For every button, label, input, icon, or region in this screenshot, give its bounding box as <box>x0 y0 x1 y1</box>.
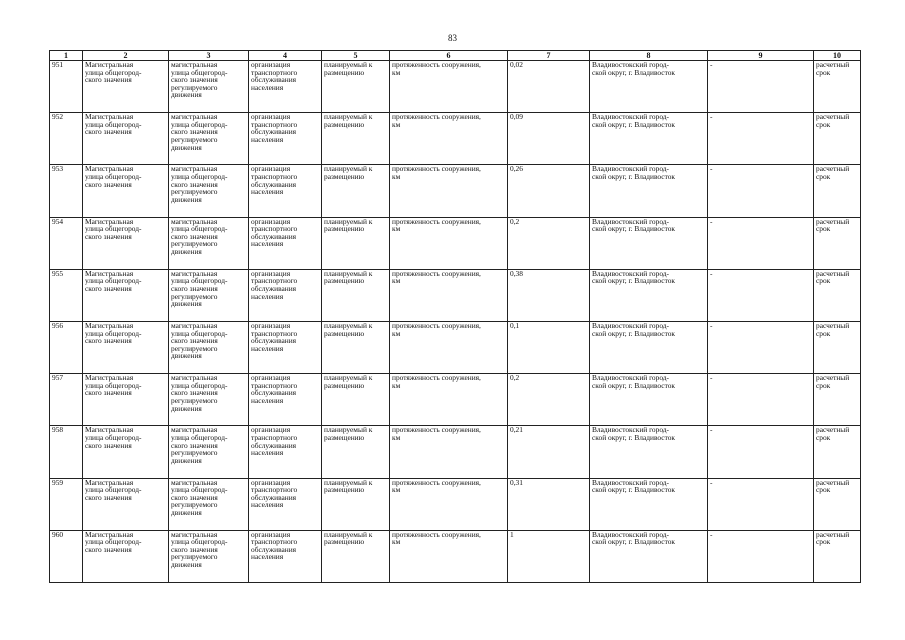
table-row <box>50 426 861 478</box>
location-text: Владивостокский город- ской округ, г. Владивосток <box>592 217 675 234</box>
cell-value <box>508 530 590 582</box>
location-text: Владивостокский город- ской округ, г. Владивосток <box>592 425 675 442</box>
term-text: расчетный срок <box>816 321 850 338</box>
cell-zone <box>708 217 814 269</box>
column-header-7: 7 <box>508 51 590 61</box>
cell-object-type <box>83 217 169 269</box>
cell-zone <box>708 61 814 113</box>
row-number-text: 952 <box>52 112 64 122</box>
status-text: планируемый к размещению <box>324 425 373 442</box>
cell-zone <box>708 426 814 478</box>
cell-location <box>590 165 708 217</box>
cell-zone <box>708 530 814 582</box>
object-name-text: магистральная улица общегород- ского значения регулируемого движения <box>171 425 228 465</box>
cell-purpose <box>249 478 322 530</box>
object-name-text: магистральная улица общегород- ского значения регулируемого движения <box>171 217 228 256</box>
value-text: 0,09 <box>510 112 523 122</box>
characteristic-text: протяженность сооружения, км <box>392 217 481 234</box>
characteristic-text: протяженность сооружения, км <box>392 530 481 547</box>
cell-purpose <box>249 269 322 321</box>
purpose-text: организация транспортного обслуживания населения <box>251 321 298 353</box>
row-number-text: 956 <box>52 321 64 330</box>
object-type-text: Магистральная улица общегород- ского значения <box>85 217 142 241</box>
characteristic-text: протяженность сооружения, км <box>392 478 481 495</box>
object-name-text: магистральная улица общегород- ского значения регулируемого движения <box>171 530 228 570</box>
cell-zone <box>708 374 814 426</box>
column-header-2: 2 <box>83 51 169 61</box>
purpose-text: организация транспортного обслуживания населения <box>251 217 298 249</box>
object-type-text: Магистральная улица общегород- ского значения <box>85 60 142 85</box>
cell-characteristic <box>390 61 508 113</box>
zone-text: - <box>710 321 713 330</box>
table-row <box>50 530 861 582</box>
cell-row-number <box>50 113 83 165</box>
cell-object-type <box>83 321 169 373</box>
cell-value <box>508 269 590 321</box>
status-text: планируемый к размещению <box>324 478 373 495</box>
cell-object-type <box>83 478 169 530</box>
zone-text: - <box>710 164 713 174</box>
object-type-text: Магистральная улица общегород- ского значения <box>85 425 142 450</box>
cell-status <box>322 217 390 269</box>
cell-term <box>814 321 861 373</box>
cell-term <box>814 478 861 530</box>
cell-purpose <box>249 217 322 269</box>
status-text: планируемый к размещению <box>324 60 373 77</box>
purpose-text: организация транспортного обслуживания населения <box>251 164 298 197</box>
table-row <box>50 61 861 113</box>
term-text: расчетный срок <box>816 373 850 390</box>
cell-zone <box>708 478 814 530</box>
value-text: 0,1 <box>510 321 520 330</box>
row-number-text: 954 <box>52 217 64 226</box>
cell-location <box>590 269 708 321</box>
table-row <box>50 374 861 426</box>
column-header-5: 5 <box>322 51 390 61</box>
cell-purpose <box>249 374 322 426</box>
cell-purpose <box>249 321 322 373</box>
term-text: расчетный срок <box>816 112 850 129</box>
cell-object-name <box>169 426 249 478</box>
status-text: планируемый к размещению <box>324 321 373 338</box>
object-type-text: Магистральная улица общегород- ского значения <box>85 530 142 554</box>
cell-location <box>590 530 708 582</box>
row-number-text: 958 <box>52 425 64 435</box>
cell-value <box>508 165 590 217</box>
cell-location <box>590 113 708 165</box>
cell-row-number <box>50 217 83 269</box>
table-row <box>50 321 861 373</box>
cell-status <box>322 165 390 217</box>
row-number-text: 960 <box>52 530 64 539</box>
cell-row-number <box>50 165 83 217</box>
header-row <box>50 51 861 61</box>
purpose-text: организация транспортного обслуживания населения <box>251 425 298 458</box>
object-name-text: магистральная улица общегород- ского значения регулируемого движения <box>171 321 228 361</box>
purpose-text: организация транспортного обслуживания населения <box>251 530 298 562</box>
object-type-text: Магистральная улица общегород- ского значения <box>85 373 142 398</box>
purpose-text: организация транспортного обслуживания населения <box>251 112 298 144</box>
cell-term <box>814 269 861 321</box>
location-text: Владивостокский город- ской округ, г. Владивосток <box>592 530 675 547</box>
location-text: Владивостокский город- ской округ, г. Владивосток <box>592 269 675 286</box>
cell-value <box>508 374 590 426</box>
column-header-6: 6 <box>390 51 508 61</box>
location-text: Владивостокский город- ской округ, г. Владивосток <box>592 164 675 181</box>
cell-status <box>322 374 390 426</box>
term-text: расчетный срок <box>816 217 850 234</box>
zone-text: - <box>710 217 713 226</box>
table-row <box>50 113 861 165</box>
value-text: 0,38 <box>510 269 523 278</box>
cell-term <box>814 217 861 269</box>
cell-characteristic <box>390 478 508 530</box>
cell-location <box>590 374 708 426</box>
status-text: планируемый к размещению <box>324 164 373 181</box>
object-type-text: Магистральная улица общегород- ского значения <box>85 321 142 346</box>
characteristic-text: протяженность сооружения, км <box>392 112 481 129</box>
cell-object-name <box>169 113 249 165</box>
location-text: Владивостокский город- ской округ, г. Владивосток <box>592 373 675 390</box>
characteristic-text: протяженность сооружения, км <box>392 60 481 77</box>
object-type-text: Магистральная улица общегород- ского значения <box>85 478 142 502</box>
table-row <box>50 269 861 321</box>
register-table <box>49 50 861 583</box>
row-number-text: 951 <box>52 60 64 69</box>
cell-characteristic <box>390 426 508 478</box>
cell-object-name <box>169 321 249 373</box>
value-text: 0,21 <box>510 425 523 435</box>
cell-location <box>590 426 708 478</box>
object-type-text: Магистральная улица общегород- ского значения <box>85 164 142 189</box>
zone-text: - <box>710 530 713 539</box>
cell-characteristic <box>390 165 508 217</box>
zone-text: - <box>710 478 713 487</box>
table-row <box>50 478 861 530</box>
cell-characteristic <box>390 269 508 321</box>
status-text: планируемый к размещению <box>324 112 373 129</box>
characteristic-text: протяженность сооружения, км <box>392 321 481 338</box>
cell-term <box>814 374 861 426</box>
status-text: планируемый к размещению <box>324 269 373 286</box>
cell-object-type <box>83 61 169 113</box>
cell-purpose <box>249 530 322 582</box>
object-name-text: магистральная улица общегород- ского значения регулируемого движения <box>171 164 228 204</box>
cell-object-type <box>83 269 169 321</box>
row-number-text: 955 <box>52 269 64 278</box>
cell-object-type <box>83 374 169 426</box>
cell-row-number <box>50 426 83 478</box>
column-header-9: 9 <box>708 51 814 61</box>
status-text: планируемый к размещению <box>324 530 373 547</box>
object-name-text: магистральная улица общегород- ского значения регулируемого движения <box>171 373 228 413</box>
cell-object-name <box>169 165 249 217</box>
cell-characteristic <box>390 374 508 426</box>
cell-characteristic <box>390 530 508 582</box>
column-header-1: 1 <box>50 51 83 61</box>
term-text: расчетный срок <box>816 530 850 547</box>
cell-value <box>508 61 590 113</box>
status-text: планируемый к размещению <box>324 373 373 390</box>
cell-object-name <box>169 61 249 113</box>
cell-row-number <box>50 61 83 113</box>
purpose-text: организация транспортного обслуживания населения <box>251 60 298 92</box>
cell-purpose <box>249 61 322 113</box>
cell-term <box>814 530 861 582</box>
location-text: Владивостокский город- ской округ, г. Владивосток <box>592 60 675 77</box>
term-text: расчетный срок <box>816 60 850 77</box>
column-header-4: 4 <box>249 51 322 61</box>
term-text: расчетный срок <box>816 164 850 181</box>
zone-text: - <box>710 373 713 383</box>
cell-object-type <box>83 165 169 217</box>
zone-text: - <box>710 425 713 435</box>
cell-purpose <box>249 113 322 165</box>
cell-status <box>322 478 390 530</box>
cell-value <box>508 113 590 165</box>
value-text: 0,02 <box>510 60 523 69</box>
cell-location <box>590 217 708 269</box>
term-text: расчетный срок <box>816 478 850 495</box>
cell-row-number <box>50 530 83 582</box>
cell-status <box>322 321 390 373</box>
cell-location <box>590 61 708 113</box>
cell-location <box>590 321 708 373</box>
characteristic-text: протяженность сооружения, км <box>392 425 481 442</box>
object-type-text: Магистральная улица общегород- ского значения <box>85 112 142 137</box>
cell-purpose <box>249 426 322 478</box>
cell-purpose <box>249 165 322 217</box>
table-row <box>50 217 861 269</box>
cell-row-number <box>50 321 83 373</box>
cell-characteristic <box>390 113 508 165</box>
purpose-text: организация транспортного обслуживания населения <box>251 269 298 301</box>
zone-text: - <box>710 269 713 278</box>
cell-term <box>814 426 861 478</box>
characteristic-text: протяженность сооружения, км <box>392 164 481 181</box>
value-text: 1 <box>510 530 514 539</box>
term-text: расчетный срок <box>816 269 850 286</box>
cell-status <box>322 426 390 478</box>
cell-term <box>814 165 861 217</box>
zone-text: - <box>710 112 713 122</box>
cell-term <box>814 113 861 165</box>
column-header-8: 8 <box>590 51 708 61</box>
cell-term <box>814 61 861 113</box>
cell-object-name <box>169 478 249 530</box>
cell-status <box>322 269 390 321</box>
object-name-text: магистральная улица общегород- ского значения регулируемого движения <box>171 112 228 152</box>
cell-zone <box>708 113 814 165</box>
cell-zone <box>708 321 814 373</box>
cell-characteristic <box>390 321 508 373</box>
location-text: Владивостокский город- ской округ, г. Владивосток <box>592 478 675 495</box>
purpose-text: организация транспортного обслуживания населения <box>251 373 298 405</box>
cell-value <box>508 426 590 478</box>
row-number-text: 957 <box>52 373 64 383</box>
cell-object-type <box>83 113 169 165</box>
cell-object-name <box>169 374 249 426</box>
table-row <box>50 165 861 217</box>
cell-location <box>590 478 708 530</box>
characteristic-text: протяженность сооружения, км <box>392 269 481 286</box>
object-name-text: магистральная улица общегород- ского значения регулируемого движения <box>171 478 228 517</box>
column-header-10: 10 <box>814 51 861 61</box>
term-text: расчетный срок <box>816 425 850 442</box>
cell-object-name <box>169 269 249 321</box>
object-type-text: Магистральная улица общегород- ского значения <box>85 269 142 293</box>
zone-text: - <box>710 60 713 69</box>
object-name-text: магистральная улица общегород- ского значения регулируемого движения <box>171 269 228 309</box>
cell-status <box>322 61 390 113</box>
cell-object-type <box>83 530 169 582</box>
characteristic-text: протяженность сооружения, км <box>392 373 481 390</box>
location-text: Владивостокский город- ской округ, г. Владивосток <box>592 321 675 338</box>
row-number-text: 959 <box>52 478 64 487</box>
value-text: 0,26 <box>510 164 523 174</box>
cell-row-number <box>50 478 83 530</box>
row-number-text: 953 <box>52 164 64 174</box>
cell-status <box>322 530 390 582</box>
column-header-3: 3 <box>169 51 249 61</box>
cell-row-number <box>50 374 83 426</box>
cell-zone <box>708 165 814 217</box>
object-name-text: магистральная улица общегород- ского значения регулируемого движения <box>171 60 228 100</box>
cell-value <box>508 478 590 530</box>
cell-value <box>508 217 590 269</box>
cell-zone <box>708 269 814 321</box>
purpose-text: организация транспортного обслуживания населения <box>251 478 298 510</box>
cell-row-number <box>50 269 83 321</box>
value-text: 0,31 <box>510 478 523 487</box>
location-text: Владивостокский город- ской округ, г. Владивосток <box>592 112 675 129</box>
table-body <box>50 61 861 583</box>
cell-characteristic <box>390 217 508 269</box>
cell-status <box>322 113 390 165</box>
value-text: 0,2 <box>510 217 520 226</box>
cell-object-name <box>169 530 249 582</box>
value-text: 0,2 <box>510 373 520 383</box>
page-number: 83 <box>448 33 457 43</box>
cell-object-name <box>169 217 249 269</box>
cell-object-type <box>83 426 169 478</box>
cell-value <box>508 321 590 373</box>
status-text: планируемый к размещению <box>324 217 373 234</box>
